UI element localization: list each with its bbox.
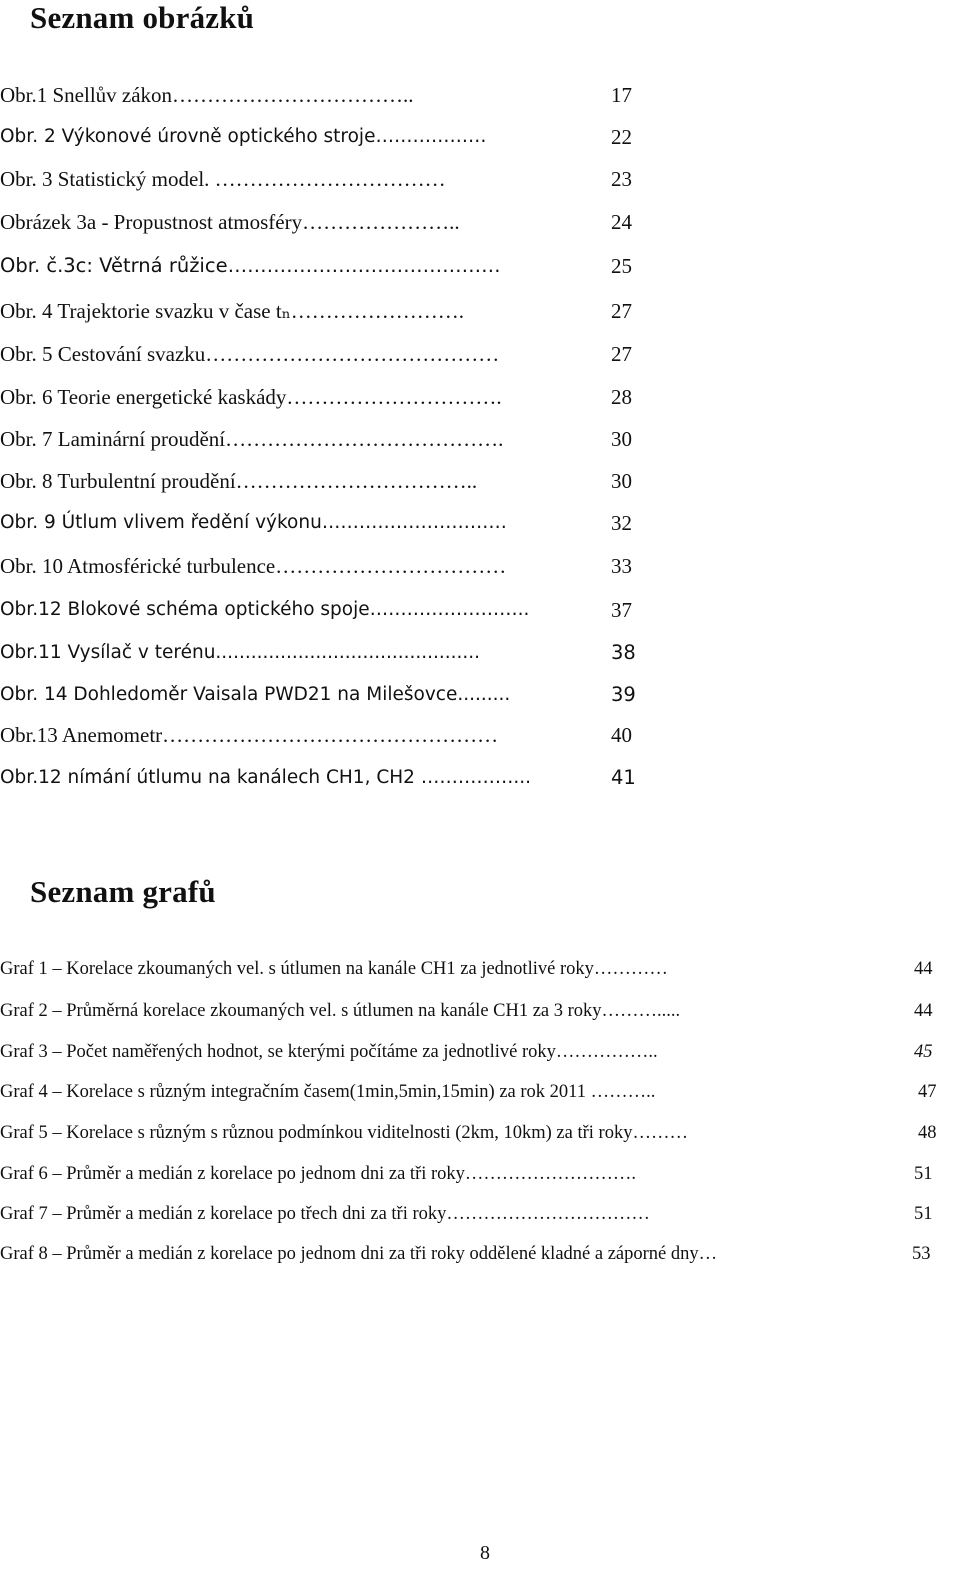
figure-entry-page: 24 bbox=[611, 210, 632, 234]
figure-entry-page: 28 bbox=[611, 385, 632, 409]
graph-entry-text: Graf 3 – Počet naměřených hodnot, se kterými počítáme za jednotlivé roky…………….. bbox=[0, 1042, 658, 1062]
figure-entry-text: Obr.13 Anemometr………………………………………… bbox=[0, 723, 499, 747]
graph-entry-page: 47 bbox=[918, 1082, 937, 1102]
figure-entry-page: 37 bbox=[611, 598, 632, 622]
graph-entry-text: Graf 8 – Průměr a medián z korelace po jednom dni za tři roky oddělené kladné a záporné dny… bbox=[0, 1244, 718, 1264]
graph-entry-page: 51 bbox=[914, 1204, 933, 1224]
figure-entry-page: 40 bbox=[611, 723, 632, 747]
graph-entry-text: Graf 2 – Průměrná korelace zkoumaných vel. s útlumen na kanále CH1 za 3 roky………..... bbox=[0, 1001, 681, 1021]
graph-entry-text: Graf 5 – Korelace s různým s různou podmínkou viditelnosti (2km, 10km) za tři roky……… bbox=[0, 1123, 688, 1143]
graph-entry-text: Graf 1 – Korelace zkoumaných vel. s útlumen na kanále CH1 za jednotlivé roky………… bbox=[0, 959, 668, 979]
figure-entry-text: Obr.12 Blokové schéma optického spoje…………………….. bbox=[0, 599, 530, 620]
graph-entry-text: Graf 6 – Průměr a medián z korelace po jednom dni za tři roky………………………. bbox=[0, 1164, 637, 1184]
graph-entry-page: 51 bbox=[914, 1164, 933, 1184]
figure-entry-text: Obr. 3 Statistický model. …………………………… bbox=[0, 167, 446, 191]
graph-entry-page: 53 bbox=[912, 1244, 931, 1264]
figure-entry-text: Obr. 14 Dohledoměr Vaisala PWD21 na Milešovce......... bbox=[0, 684, 511, 705]
figure-entry-text: Obrázek 3a - Propustnost atmosféry………………….. bbox=[0, 210, 460, 234]
figures-list-title: Seznam obrázků bbox=[30, 0, 255, 35]
figure-entry-text: Obr.12 nímání útlumu na kanálech CH1, CH2 ……………... bbox=[0, 767, 531, 788]
figure-entry-text: Obr.11 Vysílač v terénu............................................. bbox=[0, 642, 481, 663]
figure-entry-page: 25 bbox=[611, 254, 632, 278]
figure-entry-page: 33 bbox=[611, 554, 632, 578]
figure-entry-text: Obr. 5 Cestování svazku…………………………………… bbox=[0, 342, 500, 366]
graph-entry-page: 44 bbox=[914, 1001, 933, 1021]
figure-entry-text: Obr. 10 Atmosférické turbulence…………………………… bbox=[0, 554, 507, 578]
graph-entry-page: 45 bbox=[914, 1042, 933, 1062]
figure-entry-text: Obr. 4 Trajektorie svazku v čase tₙ……………………. bbox=[0, 299, 465, 323]
figure-entry-page: 22 bbox=[611, 125, 632, 149]
graph-entry-page: 48 bbox=[918, 1123, 937, 1143]
figure-entry-page: 17 bbox=[611, 83, 632, 107]
graph-entry-text: Graf 4 – Korelace s různým integračním časem(1min,5min,15min) za rok 2011 ……….. bbox=[0, 1082, 656, 1102]
page-number: 8 bbox=[480, 1542, 490, 1564]
figure-entry-page: 32 bbox=[611, 511, 632, 535]
figure-entry-text: Obr. 2 Výkonové úrovně optického stroje……………… bbox=[0, 126, 487, 147]
figure-entry-page: 27 bbox=[611, 299, 632, 323]
figure-entry-page: 39 bbox=[611, 683, 636, 706]
figure-entry-page: 23 bbox=[611, 167, 632, 191]
figure-entry-text: Obr. 6 Teorie energetické kaskády…………………………. bbox=[0, 385, 502, 409]
figure-entry-text: Obr. 8 Turbulentní proudění…………………………….. bbox=[0, 469, 478, 493]
figure-entry-page: 41 bbox=[611, 766, 636, 789]
figure-entry-text: Obr.1 Snellův zákon…………………………….. bbox=[0, 83, 414, 107]
figure-entry-text: Obr. č.3c: Větrná růžice…………………………………… bbox=[0, 254, 501, 277]
figure-entry-page: 27 bbox=[611, 342, 632, 366]
graph-entry-page: 44 bbox=[914, 959, 933, 979]
figure-entry-page: 38 bbox=[611, 641, 636, 664]
figure-entry-text: Obr. 7 Laminární proudění…………………………………. bbox=[0, 427, 504, 451]
graphs-list-title: Seznam grafů bbox=[30, 874, 216, 909]
figure-entry-page: 30 bbox=[611, 427, 632, 451]
figure-entry-page: 30 bbox=[611, 469, 632, 493]
graph-entry-text: Graf 7 – Průměr a medián z korelace po třech dni za tři roky…………………………… bbox=[0, 1204, 650, 1224]
figure-entry-text: Obr. 9 Útlum vlivem ředění výkonu………………………… bbox=[0, 512, 507, 533]
